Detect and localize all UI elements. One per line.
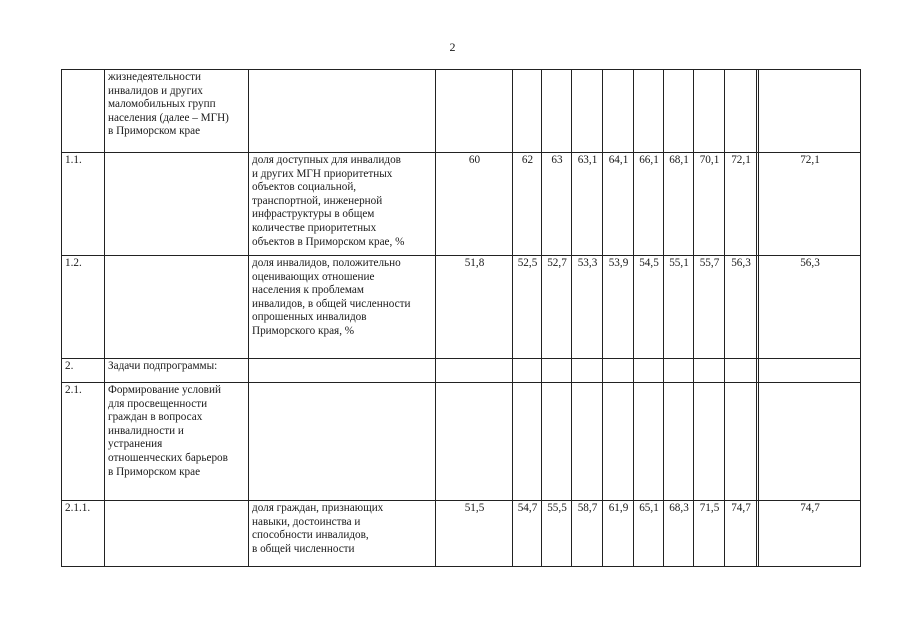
value-cell: 63,1 [572, 153, 603, 256]
value-cell: 56,3 [759, 256, 861, 359]
row-number-cell [62, 70, 105, 153]
value-cell: 61,9 [603, 501, 634, 567]
value-cell [513, 70, 542, 153]
value-cell [634, 359, 664, 383]
indicator-line: доля доступных для инвалидов [252, 154, 401, 166]
value-cell [694, 70, 725, 153]
task-title-line: в Приморском крае [108, 125, 201, 138]
task-title-line: для просвещенности [108, 397, 208, 410]
value-cell: 53,9 [603, 256, 634, 359]
value-cell: 68,3 [664, 501, 694, 567]
value-cell [725, 70, 757, 153]
indicator-cell [249, 70, 436, 153]
table-row [62, 256, 861, 359]
task-title-line: маломобильных групп [108, 98, 216, 111]
value-cell [694, 359, 725, 383]
table-row [62, 359, 861, 383]
task-title-line: инвалидов и других [108, 84, 203, 97]
task-title-line: устранения [108, 438, 163, 451]
indicators-table [61, 69, 861, 567]
value-cell [634, 383, 664, 501]
indicator-line: и других МГН приоритетных [252, 167, 393, 180]
indicator-line: инвалидов, в общей численности [252, 297, 411, 310]
indicator-line: доля инвалидов, положительно [252, 257, 401, 269]
indicator-line: опрошенных инвалидов [252, 311, 367, 324]
value-cell: 54,5 [634, 256, 664, 359]
task-title-cell [105, 383, 249, 501]
indicator-line: Приморского края, % [252, 324, 355, 337]
value-cell [725, 383, 757, 501]
indicator-cell [249, 383, 436, 501]
value-cell: 62 [513, 153, 542, 256]
indicator-line: доля граждан, признающих [252, 502, 384, 514]
value-cell [603, 383, 634, 501]
page-number: 2 [449, 40, 456, 54]
value-cell [513, 383, 542, 501]
task-title-line: жизнедеятельности [108, 71, 201, 83]
indicator-cell [249, 153, 436, 256]
value-cell [634, 70, 664, 153]
value-cell: 60 [436, 153, 513, 256]
task-title-cell [105, 359, 249, 383]
value-cell: 56,3 [725, 256, 757, 359]
value-cell [572, 70, 603, 153]
value-cell: 51,5 [436, 501, 513, 567]
row-number-cell: 1.1. [62, 153, 105, 256]
indicator-line: навыки, достоинства и [252, 515, 361, 528]
value-cell: 65,1 [634, 501, 664, 567]
task-title-line: в Приморском крае [108, 465, 201, 478]
value-cell [664, 383, 694, 501]
value-cell: 68,1 [664, 153, 694, 256]
table-row [62, 383, 861, 501]
task-title-line: населения (далее – МГН) [108, 111, 229, 124]
indicator-cell [249, 501, 436, 567]
value-cell [603, 70, 634, 153]
value-cell: 64,1 [603, 153, 634, 256]
value-cell: 55,7 [694, 256, 725, 359]
value-cell [436, 383, 513, 501]
value-cell [542, 359, 572, 383]
indicator-line: в общей численности [252, 542, 355, 555]
value-cell: 72,1 [759, 153, 861, 256]
task-title-cell [105, 153, 249, 256]
value-cell: 63 [542, 153, 572, 256]
table-row [62, 501, 861, 567]
indicator-line: объектов в Приморском крае, % [252, 235, 405, 248]
indicator-line: способности инвалидов, [252, 529, 369, 542]
table-row [62, 153, 861, 256]
indicator-line: населения к проблемам [252, 284, 364, 297]
value-cell [759, 359, 861, 383]
task-title-line: граждан в вопросах [108, 411, 203, 424]
value-cell: 52,7 [542, 256, 572, 359]
row-number-cell: 2. [62, 359, 105, 383]
value-cell [694, 383, 725, 501]
task-title-line: Задачи подпрограммы: [108, 360, 218, 372]
row-number-cell: 2.1. [62, 383, 105, 501]
task-title-line: инвалидности и [108, 424, 184, 437]
value-cell [664, 70, 694, 153]
value-cell: 71,5 [694, 501, 725, 567]
value-cell [759, 70, 861, 153]
table-body [62, 70, 861, 567]
value-cell: 66,1 [634, 153, 664, 256]
indicator-line: количестве приоритетных [252, 221, 377, 234]
task-title-line: отношенческих барьеров [108, 451, 228, 464]
value-cell [664, 359, 694, 383]
value-cell: 53,3 [572, 256, 603, 359]
value-cell: 55,5 [542, 501, 572, 567]
value-cell [436, 359, 513, 383]
indicator-line: инфраструктуры в общем [252, 208, 375, 221]
task-title-line: Формирование условий [108, 384, 221, 396]
indicator-cell [249, 256, 436, 359]
value-cell [542, 383, 572, 501]
value-cell: 72,1 [725, 153, 757, 256]
value-cell: 74,7 [725, 501, 757, 567]
value-cell: 51,8 [436, 256, 513, 359]
value-cell: 55,1 [664, 256, 694, 359]
indicator-line: транспортной, инженерной [252, 194, 383, 207]
value-cell: 58,7 [572, 501, 603, 567]
value-cell [572, 359, 603, 383]
value-cell: 52,5 [513, 256, 542, 359]
value-cell: 54,7 [513, 501, 542, 567]
value-cell [513, 359, 542, 383]
indicator-cell [249, 359, 436, 383]
value-cell [436, 70, 513, 153]
task-title-cell [105, 256, 249, 359]
value-cell [603, 359, 634, 383]
value-cell: 74,7 [759, 501, 861, 567]
value-cell [542, 70, 572, 153]
value-cell: 70,1 [694, 153, 725, 256]
value-cell [572, 383, 603, 501]
row-number-cell: 1.2. [62, 256, 105, 359]
value-cell [725, 359, 757, 383]
indicator-line: объектов социальной, [252, 181, 357, 194]
value-cell [759, 383, 861, 501]
task-title-cell [105, 501, 249, 567]
indicator-line: оценивающих отношение [252, 270, 375, 283]
task-title-cell [105, 70, 249, 153]
table-row [62, 70, 861, 153]
row-number-cell: 2.1.1. [62, 501, 105, 567]
